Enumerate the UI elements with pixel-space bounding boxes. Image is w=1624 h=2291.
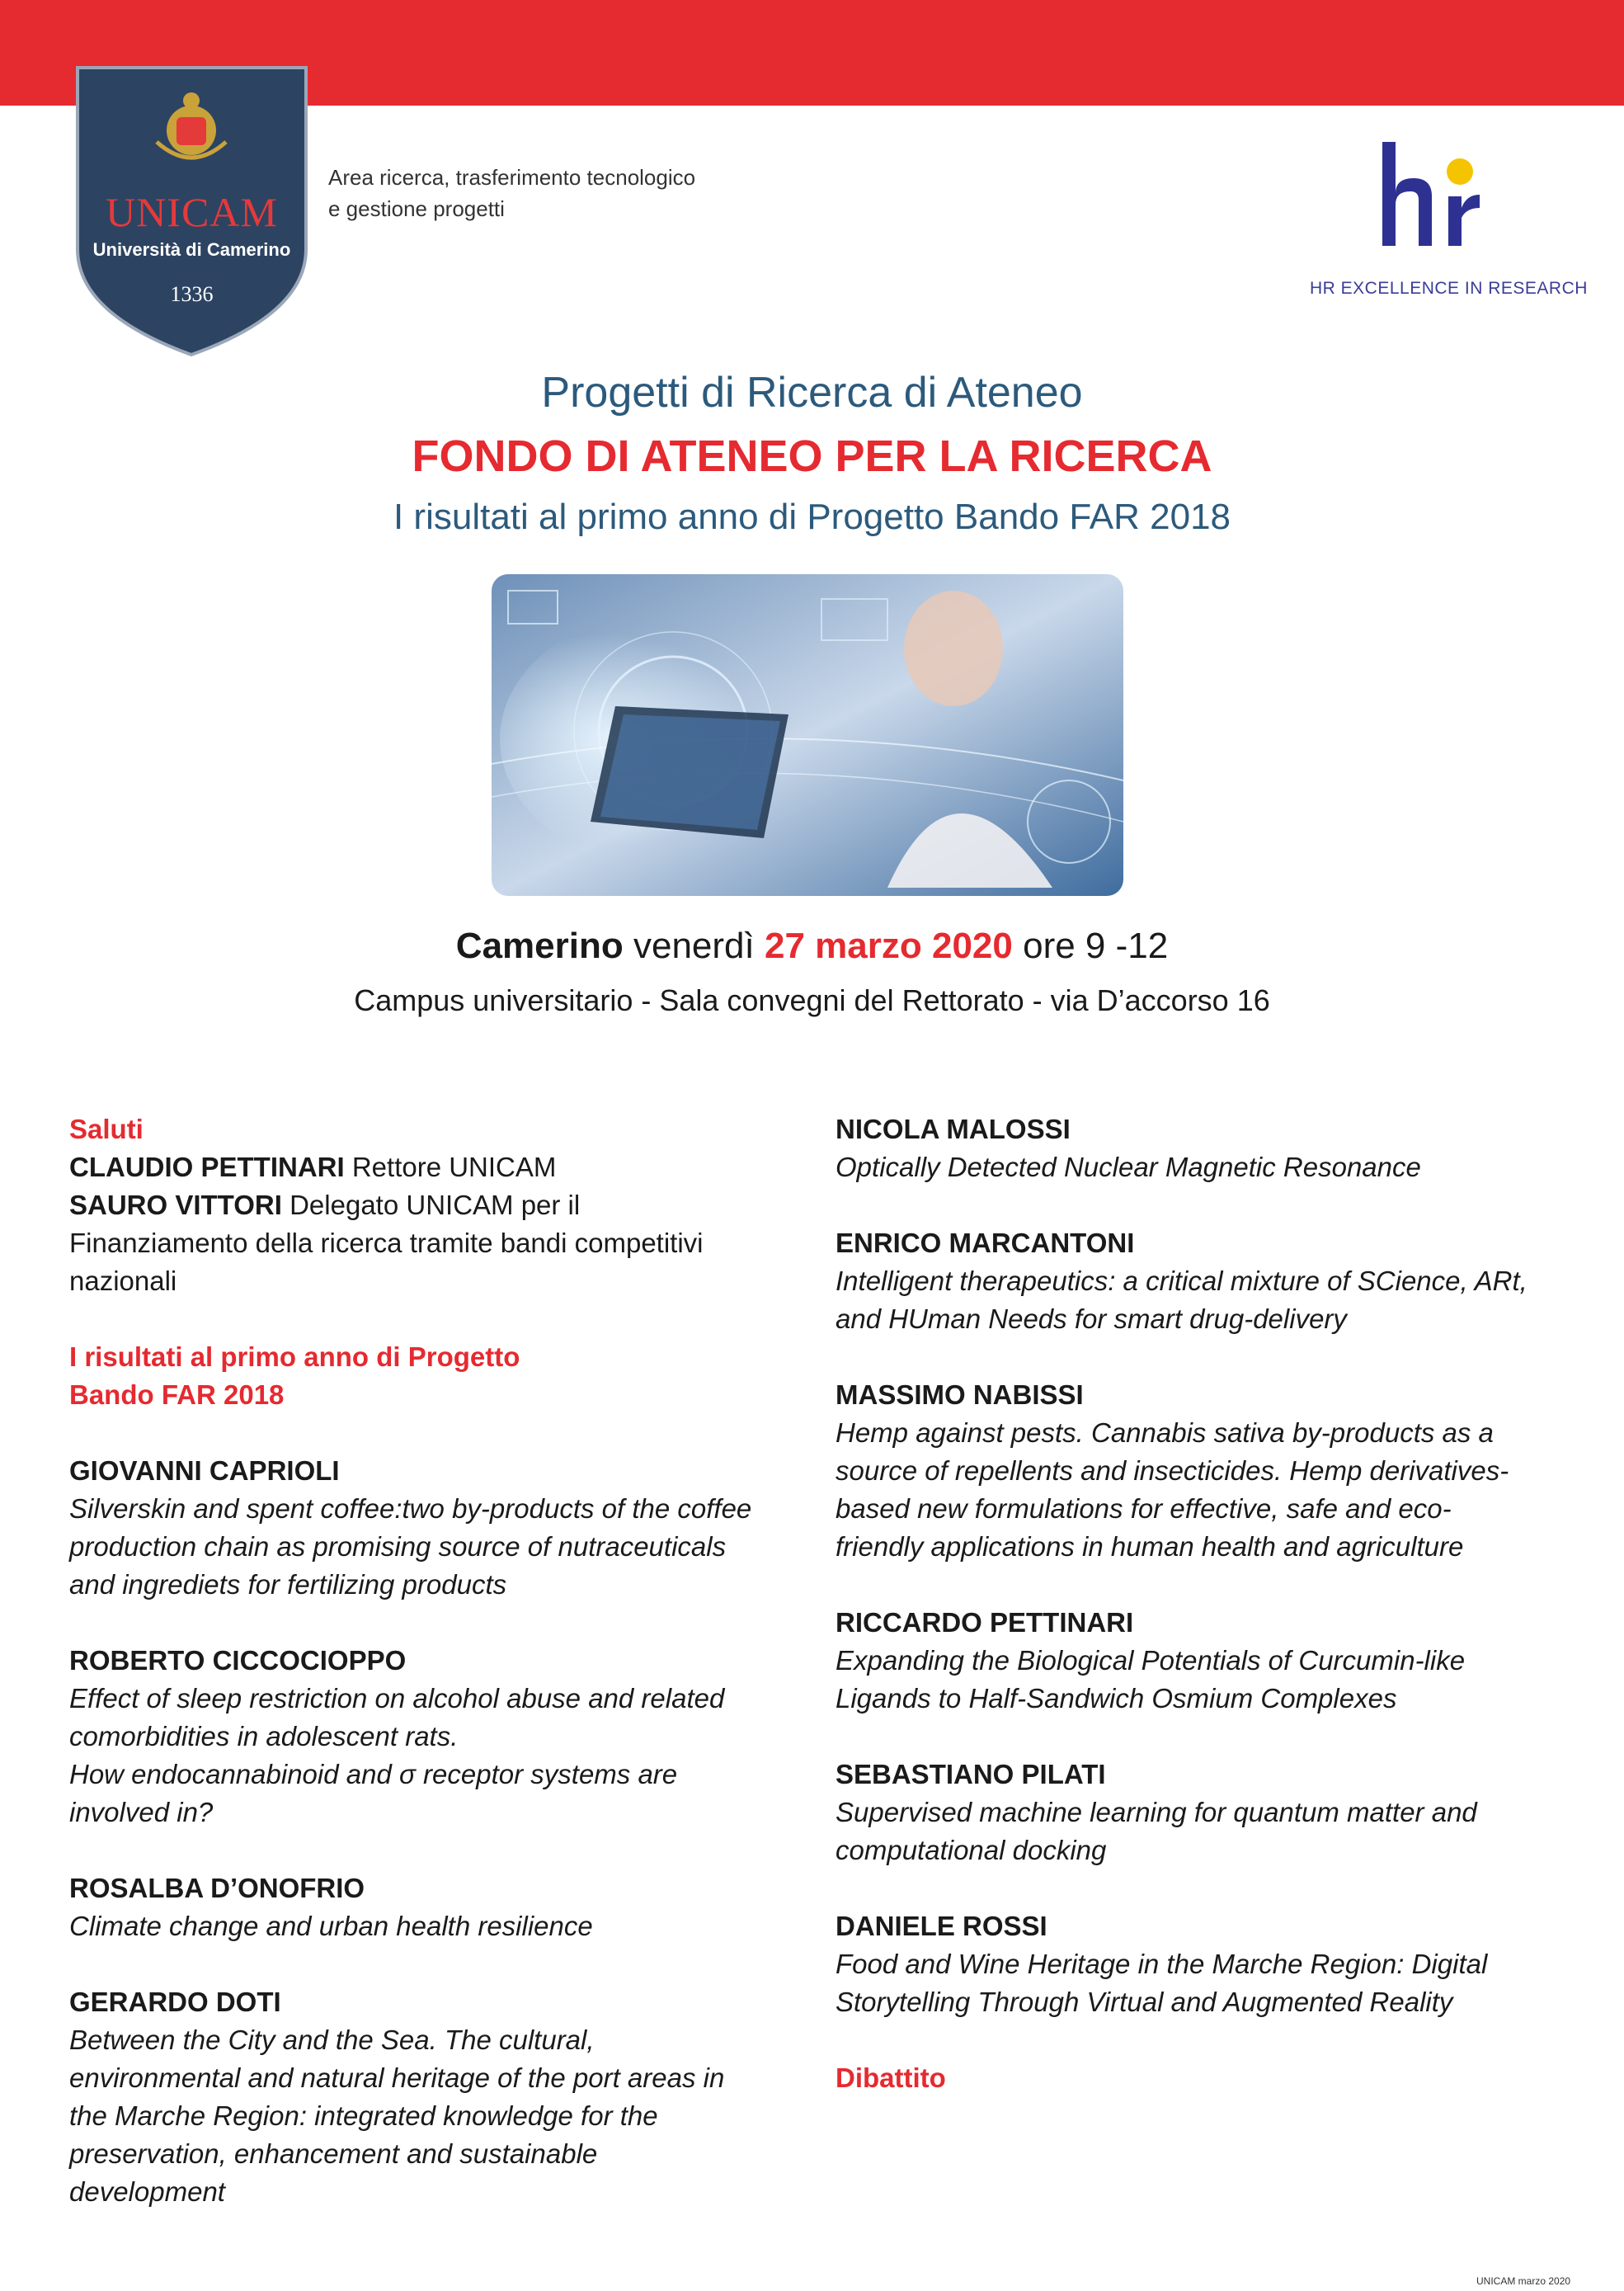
- hero-image: [492, 574, 1123, 896]
- event-city: Camerino: [455, 926, 624, 966]
- area-label: [328, 162, 695, 224]
- talk-speaker: GIOVANNI CAPRIOLI: [69, 1455, 340, 1486]
- talk-speaker: RICCARDO PETTINARI: [836, 1607, 1134, 1638]
- saluti-heading: Saluti: [69, 1114, 144, 1144]
- speaker-name: CLAUDIO PETTINARI: [69, 1152, 345, 1182]
- footer-note: UNICAM marzo 2020: [1476, 2275, 1571, 2287]
- talk-title-line: environmental and natural heritage of the port areas in: [69, 2062, 725, 2093]
- speaker-row: [69, 1186, 812, 1224]
- results-heading-line-1: I risultati al primo anno di Progetto: [69, 1341, 520, 1372]
- event-date: 27 marzo 2020: [764, 926, 1013, 966]
- talk-title-line: Ligands to Half-Sandwich Osmium Complexes: [836, 1683, 1397, 1714]
- talk-item: [836, 1224, 1578, 1338]
- event-date-line: [0, 926, 1624, 967]
- talk-title-line: production chain as promising source of nutraceuticals: [69, 1531, 727, 1562]
- logo-year: 1336: [170, 282, 214, 306]
- event-day: venerdì: [633, 926, 755, 966]
- talk-title-line: and HUman Needs for smart drug-delivery: [836, 1303, 1347, 1334]
- talk-title-line: Food and Wine Heritage in the Marche Region: Digital: [836, 1949, 1488, 1979]
- talk-title-line: involved in?: [69, 1797, 214, 1827]
- speaker-role: Rettore UNICAM: [351, 1152, 557, 1182]
- talk-title-line: Silverskin and spent coffee:two by-products of the coffee: [69, 1493, 752, 1524]
- talk-title-line: Between the City and the Sea. The cultural,: [69, 2025, 595, 2055]
- talk-title-line: source of repellents and insecticides. Hemp derivatives-: [836, 1455, 1509, 1486]
- saluti-section: [69, 1110, 812, 1300]
- talk-item: [836, 1756, 1578, 1869]
- talk-item: [836, 1907, 1578, 2021]
- results-heading-line-2: Bando FAR 2018: [69, 1379, 285, 1410]
- talk-title-line: based new formulations for effective, safe and eco-: [836, 1493, 1452, 1524]
- talk-item: [69, 1869, 812, 1945]
- area-line-2: e gestione progetti: [328, 196, 505, 221]
- program-right-column: [836, 1110, 1578, 2097]
- talk-title-line: Climate change and urban health resilience: [69, 1911, 593, 1941]
- area-line-1: Area ricerca, trasferimento tecnologico: [328, 165, 696, 190]
- talk-title-line: Expanding the Biological Potentials of Curcumin-like: [836, 1645, 1466, 1676]
- speaker-row: [69, 1148, 812, 1186]
- results-heading: [69, 1338, 812, 1414]
- talk-title-line: development: [69, 2176, 225, 2207]
- talk-title-line: Intelligent therapeutics: a critical mixture of SCience, ARt,: [836, 1266, 1528, 1296]
- talk-speaker: NICOLA MALOSSI: [836, 1114, 1071, 1144]
- talk-title-line: preservation, enhancement and sustainable: [69, 2138, 598, 2169]
- talk-title-line: Hemp against pests. Cannabis sativa by-products as a: [836, 1417, 1494, 1448]
- title-line-3: I risultati al primo anno di Progetto Bando FAR 2018: [393, 497, 1231, 537]
- program-left-column: [69, 1110, 812, 2249]
- talk-item: [836, 1604, 1578, 1718]
- unicam-logo: [74, 66, 309, 356]
- closing-debate: Dibattito: [836, 2062, 946, 2093]
- event-time: ore 9 -12: [1023, 926, 1169, 966]
- talk-title-line: How endocannabinoid and σ receptor systems are: [69, 1759, 678, 1789]
- speaker-role-continued: nazionali: [69, 1266, 177, 1296]
- title-line-1: Progetti di Ricerca di Ateneo: [541, 369, 1083, 417]
- talk-title-line: Supervised machine learning for quantum matter and: [836, 1797, 1477, 1827]
- talk-title-line: computational docking: [836, 1835, 1107, 1865]
- logo-subtitle: Università di Camerino: [92, 239, 291, 260]
- talk-item: [836, 1376, 1578, 1566]
- technology-illustration-icon: [492, 574, 1123, 896]
- talk-title-line: and ingrediets for fertilizing products: [69, 1569, 507, 1600]
- talk-speaker: DANIELE ROSSI: [836, 1911, 1047, 1941]
- talk-item: [69, 1983, 812, 2211]
- talk-title-line: comorbidities in adolescent rats.: [69, 1721, 459, 1751]
- talk-item: [69, 1642, 812, 1831]
- speaker-name: SAURO VITTORI: [69, 1190, 282, 1220]
- talk-speaker: ROBERTO CICCOCIOPPO: [69, 1645, 407, 1676]
- speaker-role-continued: Finanziamento della ricerca tramite bandi competitivi: [69, 1228, 704, 1258]
- talk-speaker: GERARDO DOTI: [69, 1987, 281, 2017]
- talk-speaker: ROSALBA D’ONOFRIO: [69, 1873, 365, 1903]
- talk-speaker: ENRICO MARCANTONI: [836, 1228, 1135, 1258]
- talk-title-line: Effect of sleep restriction on alcohol abuse and related: [69, 1683, 725, 1714]
- talk-speaker: MASSIMO NABISSI: [836, 1379, 1084, 1410]
- logo-name: UNICAM: [106, 189, 278, 235]
- talk-item: [836, 1110, 1578, 1186]
- title-line-2: FONDO DI ATENEO PER LA RICERCA: [412, 431, 1212, 481]
- talk-title-line: Storytelling Through Virtual and Augmented Reality: [836, 1987, 1453, 2017]
- talk-title-line: Optically Detected Nuclear Magnetic Resonance: [836, 1152, 1421, 1182]
- talk-item: [69, 1452, 812, 1604]
- speaker-role: Delegato UNICAM per il: [289, 1190, 581, 1220]
- talk-title-line: friendly applications in human health and agriculture: [836, 1531, 1464, 1562]
- event-venue: Campus universitario - Sala convegni del Rettorato - via D’accorso 16: [354, 983, 1270, 1017]
- talk-title-line: the Marche Region: integrated knowledge for the: [69, 2100, 658, 2131]
- talk-speaker: SEBASTIANO PILATI: [836, 1759, 1106, 1789]
- hr-excellence-icon: [1377, 139, 1485, 254]
- hr-caption: HR EXCELLENCE IN RESEARCH: [1310, 279, 1588, 298]
